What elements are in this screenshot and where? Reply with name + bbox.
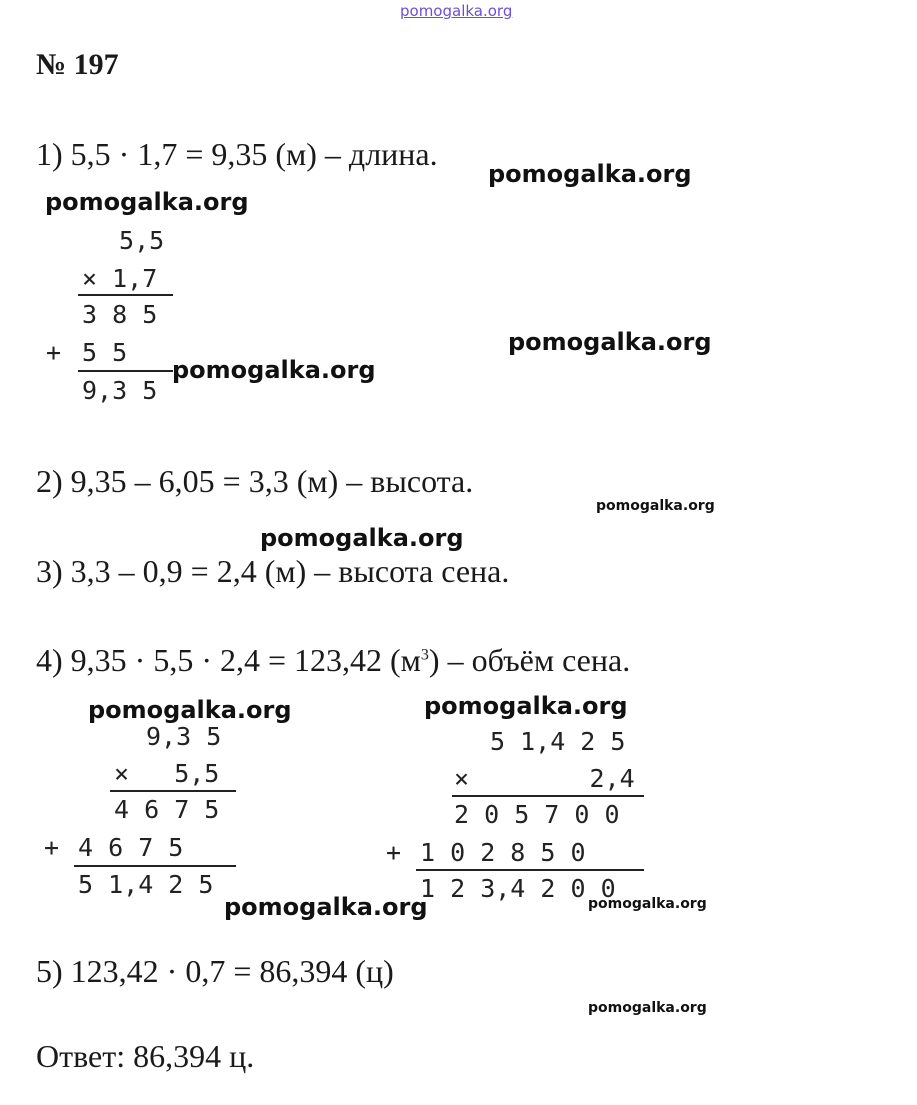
calc2-partial-2: 4 6 7 5: [78, 833, 184, 862]
calc3-partial-2: 1 0 2 8 5 0: [420, 838, 586, 867]
calc3-multiplier: × 2,4: [454, 764, 635, 793]
step-4-main: 4) 9,35 · 5,5 · 2,4 = 123,42 (м: [36, 642, 421, 678]
calc3-partial-1: 2 0 5 7 0 0: [454, 800, 620, 829]
calc3-line-2: [416, 869, 644, 871]
watermark-1: pomogalka.org: [488, 160, 692, 188]
step-4-superscript: 3: [420, 646, 429, 664]
watermark-top[interactable]: pomogalka.org: [400, 2, 513, 20]
problem-title: № 197: [36, 48, 119, 81]
calc1-partial-1: 3 8 5: [82, 300, 158, 329]
calc1-multiplier: × 1,7: [82, 264, 158, 293]
watermark-3: pomogalka.org: [172, 356, 376, 384]
watermark-6: pomogalka.org: [260, 524, 464, 552]
calc3-result: 1 2 3,4 2 0 0: [420, 874, 616, 903]
calc2-plus-sign: +: [44, 833, 60, 862]
watermark-7: pomogalka.org: [88, 696, 292, 724]
watermark-11: pomogalka.org: [588, 1000, 707, 1016]
step-5: 5) 123,42 · 0,7 = 86,394 (ц): [36, 953, 394, 989]
calc3-line-1: [452, 795, 644, 797]
watermark-10: pomogalka.org: [588, 896, 707, 912]
calc1-partial-2: 5 5: [82, 338, 128, 367]
calc2-multiplier: × 5,5: [114, 759, 220, 788]
calc1-line-2: [78, 370, 173, 372]
step-1: 1) 5,5 · 1,7 = 9,35 (м) – длина.: [36, 136, 438, 172]
calc2-line-1: [110, 790, 236, 792]
calc2-multiplicand: 9,3 5: [146, 722, 222, 751]
watermark-2: pomogalka.org: [45, 188, 249, 216]
step-2: 2) 9,35 – 6,05 = 3,3 (м) – высота.: [36, 463, 474, 499]
step-4-tail: ) – объём сена.: [428, 642, 631, 678]
answer: Ответ: 86,394 ц.: [36, 1038, 255, 1074]
calc2-partial-1: 4 6 7 5: [114, 795, 220, 824]
step-4: [36, 642, 630, 679]
calc1-line-1: [78, 294, 173, 296]
calc1-multiplicand: 5,5: [104, 226, 165, 255]
calc1-plus-sign: +: [46, 338, 62, 367]
watermark-9: pomogalka.org: [224, 893, 428, 921]
watermark-5: pomogalka.org: [596, 498, 715, 514]
watermark-4: pomogalka.org: [508, 328, 712, 356]
calc3-plus-sign: +: [386, 838, 402, 867]
calc2-result: 5 1,4 2 5: [78, 870, 214, 899]
watermark-8: pomogalka.org: [424, 692, 628, 720]
step-3: 3) 3,3 – 0,9 = 2,4 (м) – высота сена.: [36, 553, 510, 589]
calc1-result: 9,3 5: [82, 376, 158, 405]
calc3-multiplicand: 5 1,4 2 5: [490, 727, 626, 756]
calc2-line-2: [74, 865, 236, 867]
